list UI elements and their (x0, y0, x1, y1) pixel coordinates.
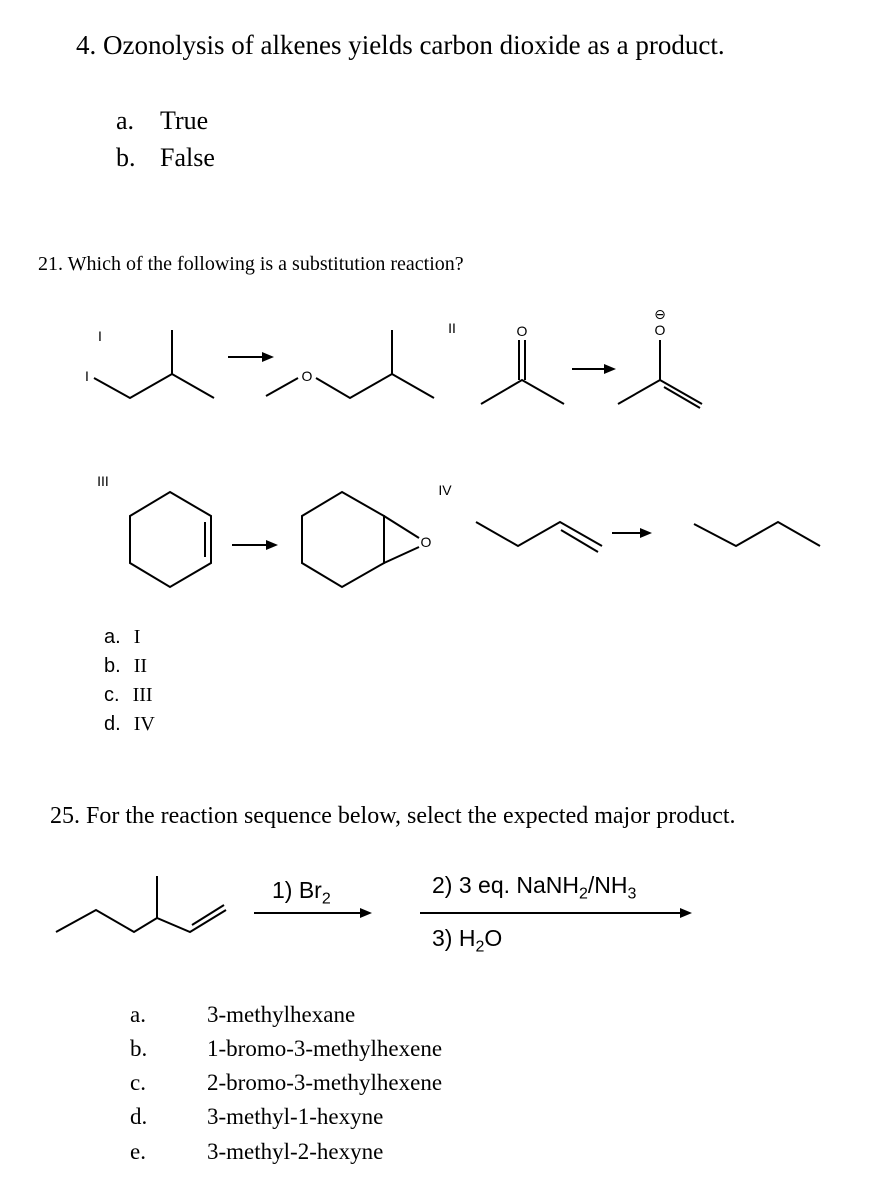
step1-subscript: 2 (321, 890, 331, 908)
reaction-iv-arrowhead (640, 528, 652, 538)
reaction-iii-arrowhead (266, 540, 278, 550)
enolate-oxygen-label: O (654, 322, 666, 338)
q21-option-b (104, 655, 147, 678)
epoxide-bond-bottom (384, 547, 419, 563)
cyclohexane-ring (302, 492, 384, 587)
q21-option-c-letter: c. (104, 684, 120, 706)
reaction-ii-arrowhead (604, 364, 616, 374)
q25-step1-reagent (272, 877, 331, 909)
ether-methyl-bond (266, 378, 298, 396)
q25-question: 25. For the reaction sequence below, select the expected major product. (50, 803, 736, 829)
step2-subscript-2: 3 (627, 885, 637, 903)
q25-option-e-text: 3-methyl-2-hexyne (207, 1139, 384, 1164)
q25-option-d-text: 3-methyl-1-hexyne (207, 1104, 384, 1129)
reaction-iii-label: III (97, 473, 109, 489)
q25-option-c-text: 2-bromo-3-methylhexene (207, 1070, 443, 1095)
butane-structure (694, 522, 820, 546)
q21-question: 21. Which of the following is a substitution reaction? (38, 253, 464, 275)
q25-option-b-letter: b. (130, 1036, 148, 1061)
q21-option-d-letter: d. (104, 713, 121, 735)
q25-option-e-letter: e. (130, 1139, 146, 1164)
q25-option-c-letter: c. (130, 1070, 146, 1095)
ether-oxygen-label: O (301, 368, 313, 384)
q21-option-c-text: III (132, 684, 153, 706)
step3-subscript: 2 (475, 938, 485, 956)
step1-prefix: 1) Br (272, 877, 322, 903)
q21-option-c (104, 684, 153, 707)
q25-option-d-letter: d. (130, 1104, 148, 1129)
alkyl-iodide-structure (94, 374, 214, 398)
q21-option-a-text: I (133, 626, 141, 648)
reaction-ii-label: II (448, 320, 456, 336)
q4-option-a-text: True (160, 106, 209, 135)
q4-question: 4. Ozonolysis of alkenes yields carbon dioxide as a product. (76, 30, 725, 60)
q25-option-a-text: 3-methylhexane (207, 1002, 356, 1027)
step2-subscript-1: 2 (579, 885, 588, 903)
enolate-double-bond-inner (664, 387, 700, 408)
reaction-iv-label: IV (438, 482, 452, 498)
q21-option-b-letter: b. (104, 655, 121, 677)
reaction-i-label: I (98, 328, 102, 344)
q21-option-a (104, 626, 140, 649)
ketone-structure (481, 380, 564, 404)
q25-step2-reagent (432, 872, 636, 904)
step1-arrowhead (360, 908, 372, 918)
q25-option-b-text: 1-bromo-3-methylhexene (207, 1036, 443, 1061)
q25-option-a-letter: a. (130, 1002, 146, 1027)
epoxide-oxygen-label: O (420, 534, 432, 550)
step3-prefix: 3) H (432, 925, 476, 951)
q21-option-a-letter: a. (104, 626, 121, 648)
step2-arrowhead (680, 908, 692, 918)
q25-step3-reagent (432, 925, 502, 957)
carbonyl-oxygen-label: O (516, 323, 528, 339)
q4-option-b-text: False (160, 143, 215, 172)
step3-suffix: O (484, 925, 503, 951)
cyclohexene-ring (130, 492, 211, 587)
starting-alkene-structure (56, 910, 226, 932)
negative-charge-symbol: ⊖ (654, 306, 666, 322)
epoxide-bond-top (384, 516, 419, 538)
q21-option-d-text: IV (133, 713, 155, 735)
reaction-i-arrowhead (262, 352, 274, 362)
step2-prefix: 2) 3 eq. NaNH (432, 872, 580, 898)
iodine-atom-label: I (85, 368, 89, 384)
q4-option-a-letter: a. (116, 106, 135, 135)
step2-mid: /NH (587, 872, 628, 898)
q21-option-d (104, 713, 155, 736)
ether-chain-structure (316, 374, 434, 398)
q21-option-b-text: II (133, 655, 148, 677)
q4-option-b-letter: b. (116, 143, 136, 172)
enolate-structure (618, 380, 702, 404)
